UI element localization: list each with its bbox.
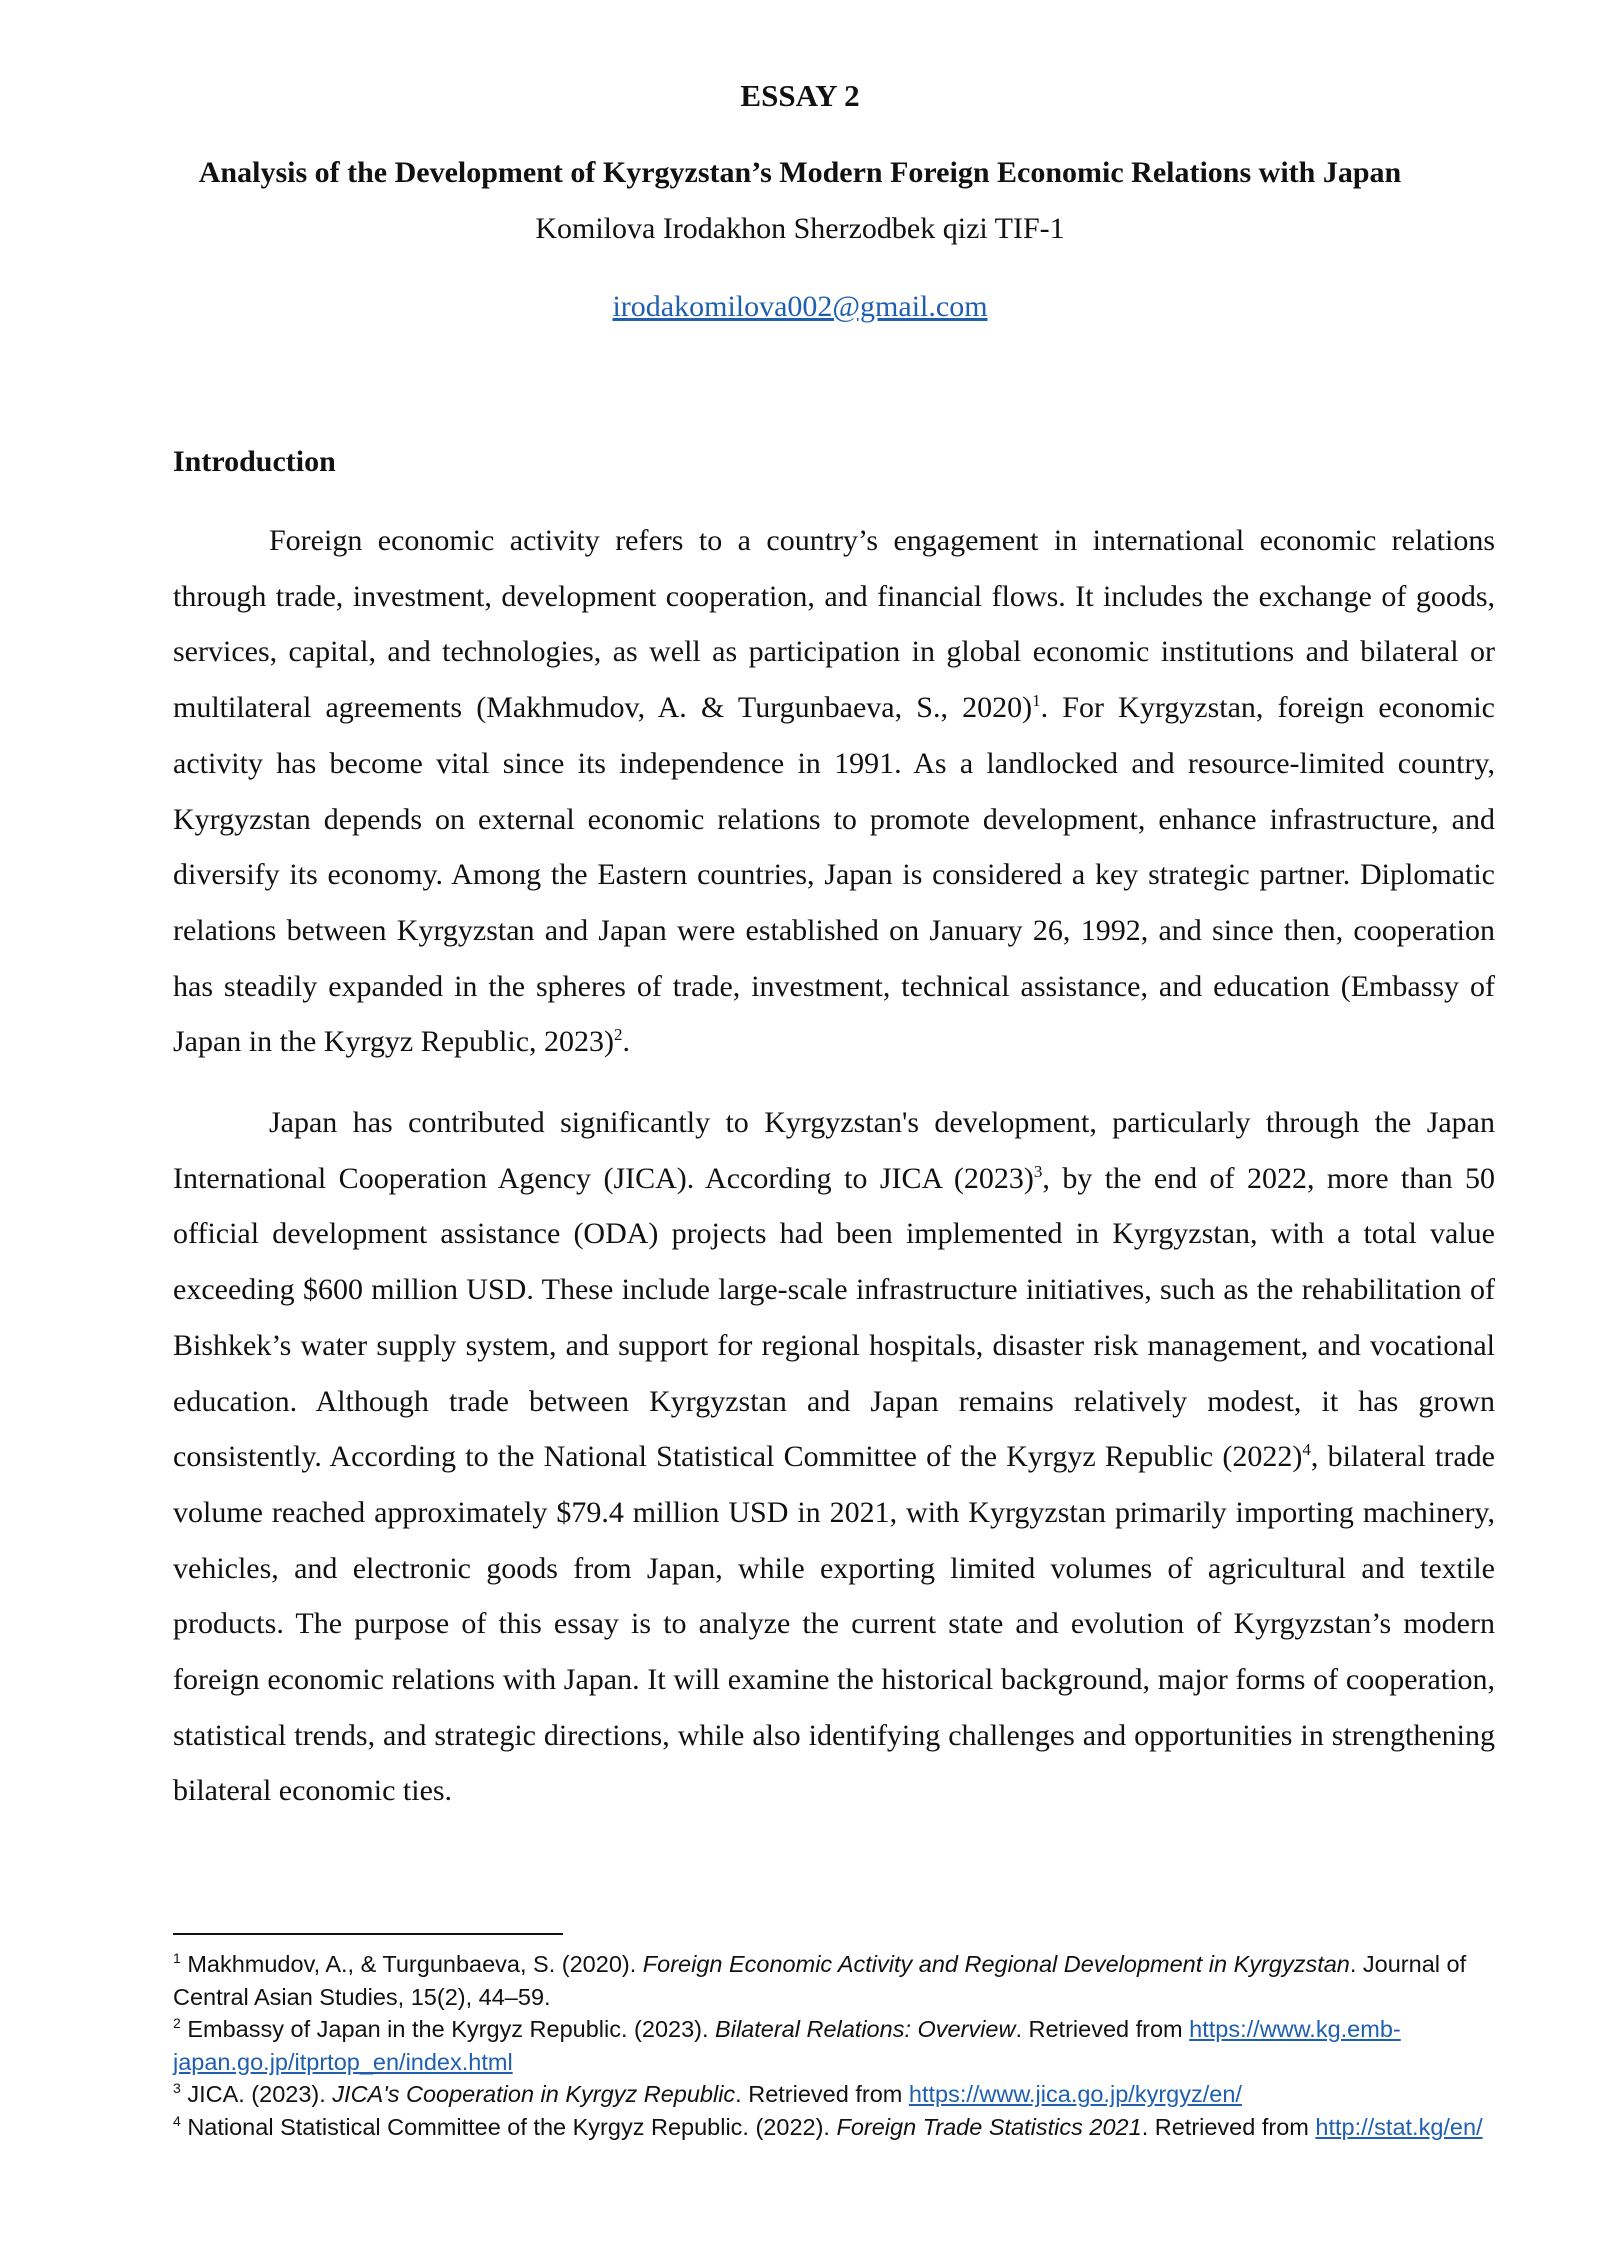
essay-label: ESSAY 2 [740, 78, 860, 113]
footnote-text: JICA. (2023). [180, 2081, 333, 2107]
footnote-4 [173, 2111, 1495, 2144]
footnote-link[interactable]: http://stat.kg/en/ [1315, 2113, 1483, 2140]
section-heading-introduction: Introduction [173, 445, 336, 478]
footnote-ref-4[interactable]: 4 [1302, 1440, 1311, 1460]
paragraph-1-text-a: Foreign economic activity refers to a country’s engagement in international economic relations through trade, investment, development cooperation, and financial flows. It includes the exchange of goods, services, capital, and technologies, as well as participation in global economic institutions and bilateral or multilateral agreements (Makhmudov, A. & Turgunbaeva, S., 2020) [173, 524, 1495, 725]
email-link[interactable]: irodakomilova002@gmail.com [612, 290, 988, 323]
footnote-number: 1 [173, 1950, 181, 1967]
paragraph-2-text-c: , bilateral trade volume reached approximately $79.4 million USD in 2021, with Kyrgyzstan primarily importing machinery, vehicles, and electronic goods from Japan, while exporting limited volumes of agricultural and textile products. The purpose of this essay is to analyze the current state and evolution of Kyrgyzstan’s modern foreign economic relations with Japan. It will examine the historical background, major forms of cooperation, statistical trends, and strategic directions, while also identifying challenges and opportunities in strengthening bilateral economic ties. [173, 1440, 1495, 1808]
footnote-source-title: Foreign Economic Activity and Regional Development in Kyrgyzstan [642, 1951, 1350, 1977]
footnote-link[interactable]: https://www.jica.go.jp/kyrgyz/en/ [908, 2081, 1242, 2107]
paper-title: Analysis of the Development of Kyrgyzstan’s Modern Foreign Economic Relations with Japan [198, 156, 1402, 189]
footnote-text: . Retrieved from [1141, 2113, 1316, 2140]
paragraph-2 [173, 1095, 1495, 1819]
footnote-separator [173, 1933, 563, 1935]
footnote-text: Embassy of Japan in the Kyrgyz Republic. (2023). [180, 2016, 716, 2042]
footnote-number: 4 [173, 2112, 181, 2129]
footnote-number: 3 [173, 2080, 181, 2097]
footnote-link[interactable]: https://www.kg.emb-japan.go.jp/itprtop_en/index.html [173, 2016, 1401, 2075]
paragraph-2-text-a: Japan has contributed significantly to Kyrgyzstan's development, particularly through the Japan International Cooperation Agency (JICA). According to JICA (2023) [173, 1106, 1495, 1195]
footnote-source-title: Bilateral Relations: Overview [715, 2016, 1016, 2042]
footnote-text: . Retrieved from [735, 2081, 909, 2107]
footnote-2 [173, 2013, 1495, 2078]
footnote-source-title: JICA's Cooperation in Kyrgyz Republic [332, 2081, 736, 2107]
author-email [0, 283, 1600, 331]
footnote-ref-2[interactable]: 2 [614, 1025, 623, 1045]
footnote-source-title: Foreign Trade Statistics 2021 [836, 2113, 1142, 2140]
footnote-ref-3[interactable]: 3 [1033, 1161, 1043, 1181]
footnote-text: National Statistical Committee of the Kyrgyz Republic. (2022). [180, 2113, 837, 2140]
footnote-1 [173, 1948, 1495, 2013]
footnote-ref-1[interactable]: 1 [1032, 691, 1041, 711]
footnotes [173, 1948, 1495, 2143]
footnote-text: Makhmudov, A., & Turgunbaeva, S. (2020). [180, 1951, 643, 1977]
paragraph-1 [173, 513, 1495, 1070]
paragraph-2-text-b: , by the end of 2022, more than 50 official development assistance (ODA) projects had been implemented in Kyrgyzstan, with a total value exceeding $600 million USD. These include large-scale infrastructure initiatives, such as the rehabilitation of Bishkek’s water supply system, and support for regional hospitals, disaster risk management, and vocational education. Although trade between Kyrgyzstan and Japan remains relatively modest, it has grown consistently. According to the National Statistical Committee of the Kyrgyz Republic (2022) [173, 1161, 1496, 1474]
author-line: Komilova Irodakhon Sherzodbek qizi TIF-1 [535, 212, 1065, 245]
paragraph-1-text-c: . [622, 1025, 631, 1059]
footnote-text: . Retrieved from [1015, 2016, 1190, 2042]
paragraph-1-text-b: . For Kyrgyzstan, foreign economic activity has become vital since its independence in 1991. As a landlocked and resource-limited country, Kyrgyzstan depends on external economic relations to promote development, enhance infrastructure, and diversify its economy. Among the Eastern countries, Japan is considered a key strategic partner. Diplomatic relations between Kyrgyzstan and Japan were established on January 26, 1992, and since then, cooperation has steadily expanded in the spheres of trade, investment, technical assistance, and education (Embassy of Japan in the Kyrgyz Republic, 2023) [173, 691, 1495, 1059]
footnote-number: 2 [173, 2015, 181, 2032]
footnote-text: . Journal of Central Asian Studies, 15(2), 44–59. [173, 1951, 1467, 2010]
footnote-3 [173, 2078, 1495, 2111]
